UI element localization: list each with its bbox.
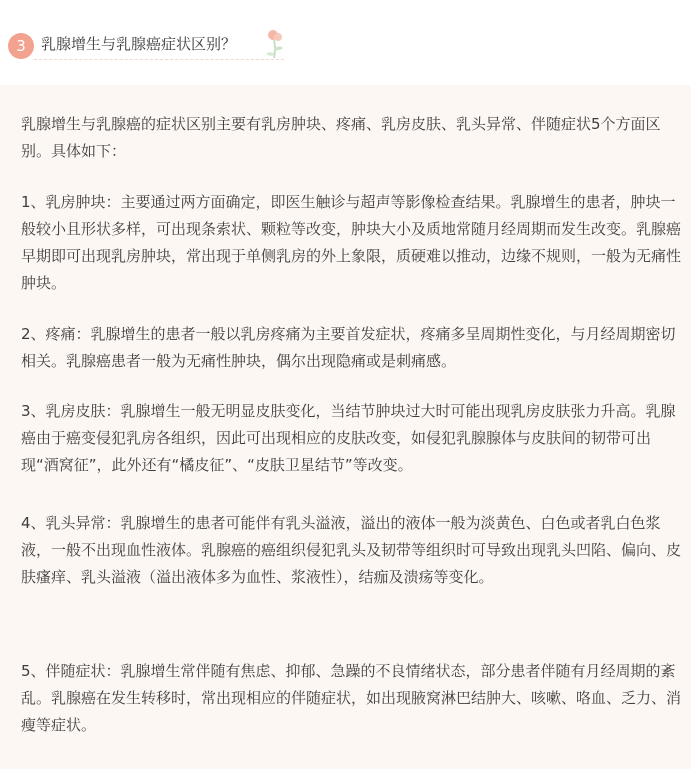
- section-title: 乳腺增生与乳腺癌症状区别？: [41, 35, 237, 53]
- intro-paragraph: 乳腺增生与乳腺癌的症状区别主要有乳房肿块、疼痛、乳房皮肤、乳头异常、伴随症状5个方面区别。具体如下：: [21, 115, 661, 160]
- section-header: [0, 0, 691, 80]
- paragraph-nipple: 4、乳头异常：乳腺增生的患者可能伴有乳头溢液，溢出的液体一般为淡黄色、白色或者乳白色浆液，一般不出现血性液体。乳腺癌的癌组织侵犯乳头及韧带等组织时可导致出现乳头凹陷、偏向、皮肤瘙痒、乳头溢液（溢出液体多为血性、浆液性），结痂及溃疡等变化。: [21, 514, 682, 586]
- article-body: [0, 85, 691, 769]
- paragraph-skin: 3、乳房皮肤：乳腺增生一般无明显皮肤变化，当结节肿块过大时可能出现乳房皮肤张力升高。乳腺癌由于癌变侵犯乳房各组织，因此可出现相应的皮肤改变，如侵犯乳腺腺体与皮肤间的韧带可出现“酒窝征”，此外还有“橘皮征”、“皮肤卫星结节”等改变。: [21, 402, 676, 474]
- paragraph-breast-lump: 1、乳房肿块：主要通过两方面确定，即医生触诊与超声等影像检查结果。乳腺增生的患者，肿块一般较小且形状多样，可出现条索状、颗粒等改变，肿块大小及质地常随月经周期而发生改变。乳腺癌早期即可出现乳房肿块，常出现于单侧乳房的外上象限，质硬难以推动，边缘不规则，一般为无痛性肿块。: [21, 193, 682, 292]
- flower-icon: [262, 28, 288, 62]
- section-number-badge: 3: [8, 33, 34, 59]
- title-underline: [34, 59, 284, 60]
- paragraph-pain: 2、疼痛：乳腺增生的患者一般以乳房疼痛为主要首发症状，疼痛多呈周期性变化，与月经周期密切相关。乳腺癌患者一般为无痛性肿块，偶尔出现隐痛或是刺痛感。: [21, 325, 676, 370]
- paragraph-accompanying-symptoms: 5、伴随症状：乳腺增生常伴随有焦虑、抑郁、急躁的不良情绪状态，部分患者伴随有月经周期的紊乱。乳腺癌在发生转移时，常出现相应的伴随症状，如出现腋窝淋巴结肿大、咳嗽、咯血、乏力、消瘦等症状。: [21, 662, 682, 734]
